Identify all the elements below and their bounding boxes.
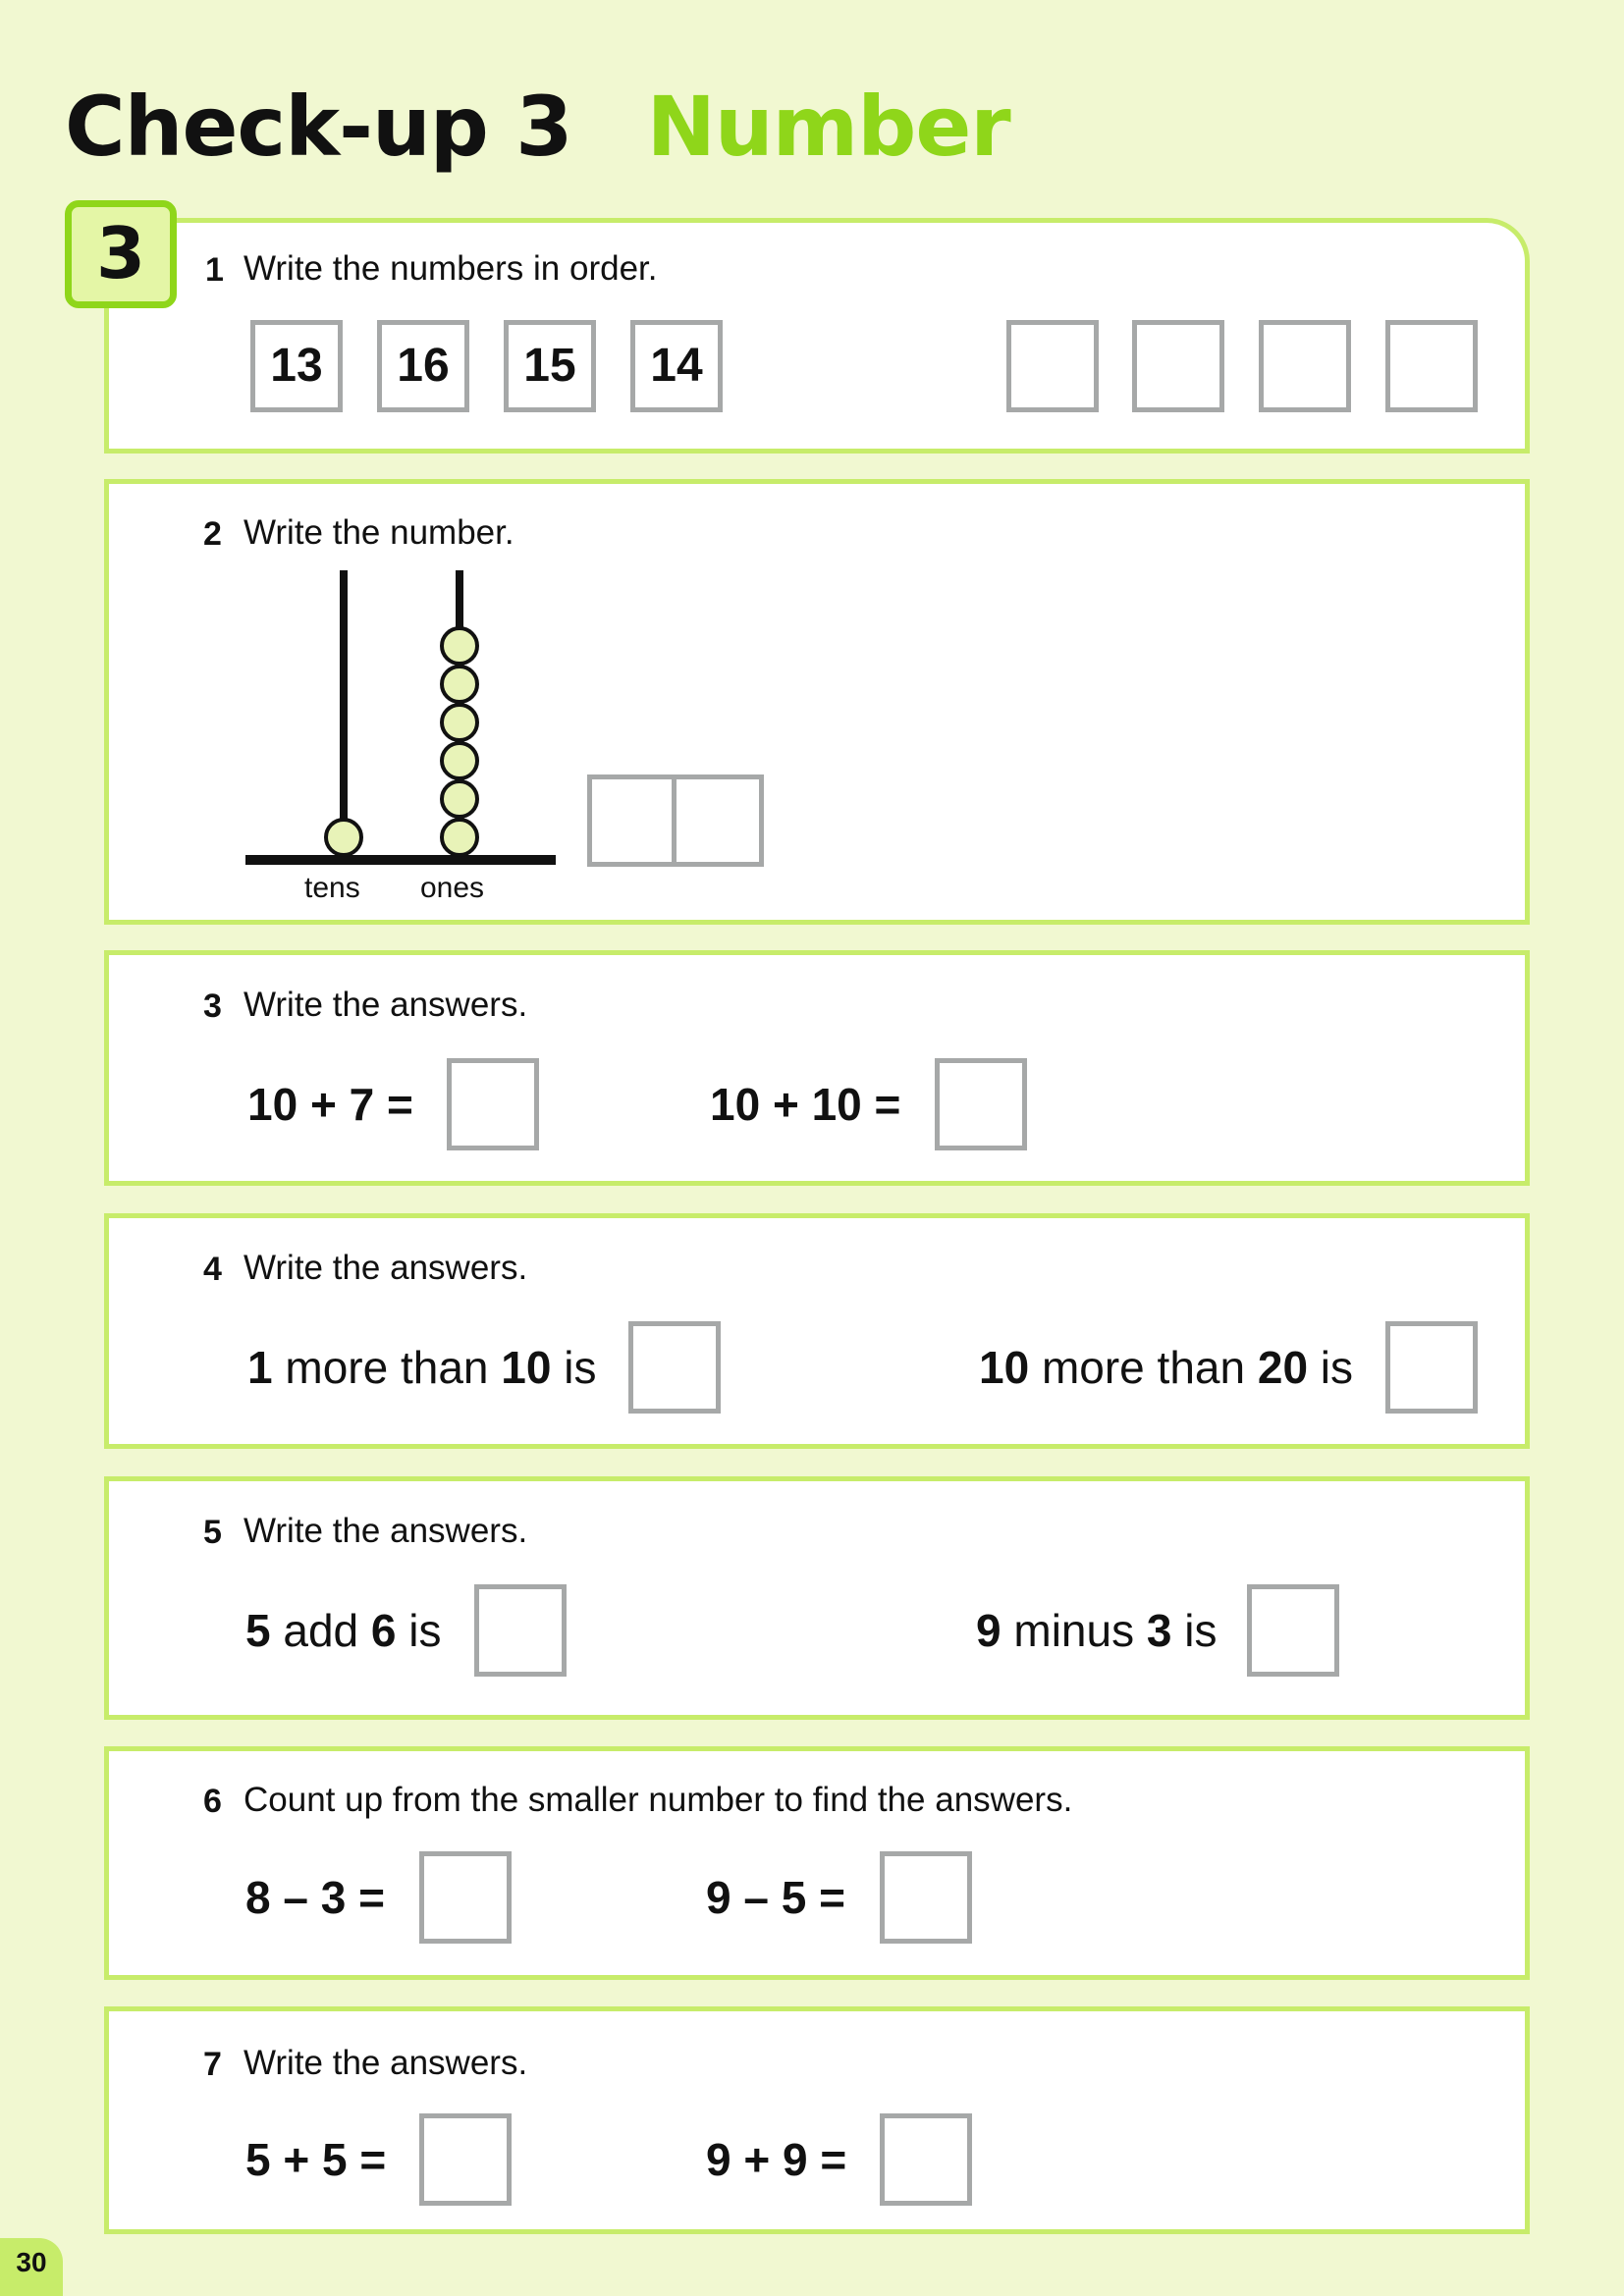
abacus: [244, 564, 568, 898]
question-4-number: 4: [203, 1251, 222, 1288]
title-topic: Number: [646, 79, 1010, 175]
question-1-text: Write the numbers in order.: [244, 249, 658, 288]
page-title: [65, 73, 1010, 181]
question-5-number: 5: [203, 1514, 222, 1551]
question-6-number: 6: [203, 1783, 222, 1820]
ones-beads: [442, 628, 477, 855]
answer-box[interactable]: [1385, 1321, 1478, 1414]
answer-box[interactable]: [1259, 320, 1351, 412]
question-4-text: Write the answers.: [244, 1249, 528, 1287]
abacus-bead: [442, 705, 477, 740]
question-7-panel: [104, 2006, 1530, 2234]
answer-box[interactable]: [1006, 320, 1099, 412]
answer-box[interactable]: [419, 1851, 512, 1944]
abacus-base: [245, 855, 556, 865]
question-2-number: 2: [203, 515, 222, 553]
answer-box[interactable]: [447, 1058, 539, 1150]
number-card: 14: [630, 320, 723, 412]
question-1-number: 1: [205, 251, 224, 289]
tens-beads: [326, 820, 361, 855]
answer-box[interactable]: [935, 1058, 1027, 1150]
expression-left: 10 + 7 =: [247, 1079, 413, 1130]
word: is: [551, 1342, 597, 1393]
word: is: [1171, 1605, 1218, 1656]
checkup-badge: 3: [65, 200, 177, 308]
expression-left: [247, 1338, 596, 1397]
answer-box[interactable]: [1247, 1584, 1339, 1677]
answer-box[interactable]: [1385, 320, 1478, 412]
question-2-text: Write the number.: [244, 513, 514, 552]
word: add: [270, 1605, 371, 1656]
ones-label: ones: [420, 872, 485, 904]
question-6-text: Count up from the smaller number to find the answers.: [244, 1781, 1073, 1819]
question-7-number: 7: [203, 2046, 222, 2083]
expression-right: [976, 1601, 1217, 1660]
question-7-text: Write the answers.: [244, 2044, 528, 2082]
tens-label: tens: [304, 872, 360, 904]
answer-box[interactable]: [880, 1851, 972, 1944]
answer-box[interactable]: [474, 1584, 567, 1677]
expression-left: [245, 1601, 442, 1660]
answer-box-ones[interactable]: [672, 774, 764, 867]
tens-rod: [340, 570, 348, 855]
number-card: 13: [250, 320, 343, 412]
word: more than: [272, 1342, 502, 1393]
number: 10: [501, 1342, 552, 1393]
answer-box[interactable]: [880, 2113, 972, 2206]
question-3-number: 3: [203, 988, 222, 1025]
word: is: [1308, 1342, 1354, 1393]
number: 3: [1146, 1605, 1172, 1656]
expression-right: [979, 1338, 1353, 1397]
number-card: 15: [504, 320, 596, 412]
answer-box-tens[interactable]: [587, 774, 679, 867]
abacus-bead: [442, 820, 477, 855]
abacus-bead: [442, 628, 477, 664]
abacus-bead: [442, 667, 477, 702]
number: 1: [247, 1342, 273, 1393]
expression-right: 9 – 5 =: [706, 1872, 845, 1923]
abacus-bead: [326, 820, 361, 855]
number-card: 16: [377, 320, 469, 412]
expression-left: 5 + 5 =: [245, 2134, 387, 2185]
expression-left: 8 – 3 =: [245, 1872, 385, 1923]
number: 5: [245, 1605, 271, 1656]
page-number: 30: [0, 2238, 63, 2296]
question-3-text: Write the answers.: [244, 986, 528, 1024]
abacus-bead: [442, 781, 477, 817]
word: more than: [1029, 1342, 1258, 1393]
answer-box[interactable]: [1132, 320, 1224, 412]
number: 6: [370, 1605, 397, 1656]
title-main: Check-up 3: [65, 79, 572, 175]
expression-right: 9 + 9 =: [706, 2134, 847, 2185]
number: 9: [976, 1605, 1001, 1656]
number: 10: [979, 1342, 1030, 1393]
word: is: [396, 1605, 442, 1656]
number: 20: [1257, 1342, 1309, 1393]
question-5-text: Write the answers.: [244, 1512, 528, 1550]
expression-right: 10 + 10 =: [710, 1079, 901, 1130]
answer-box[interactable]: [628, 1321, 721, 1414]
answer-box[interactable]: [419, 2113, 512, 2206]
word: minus: [1001, 1605, 1147, 1656]
abacus-bead: [442, 743, 477, 778]
